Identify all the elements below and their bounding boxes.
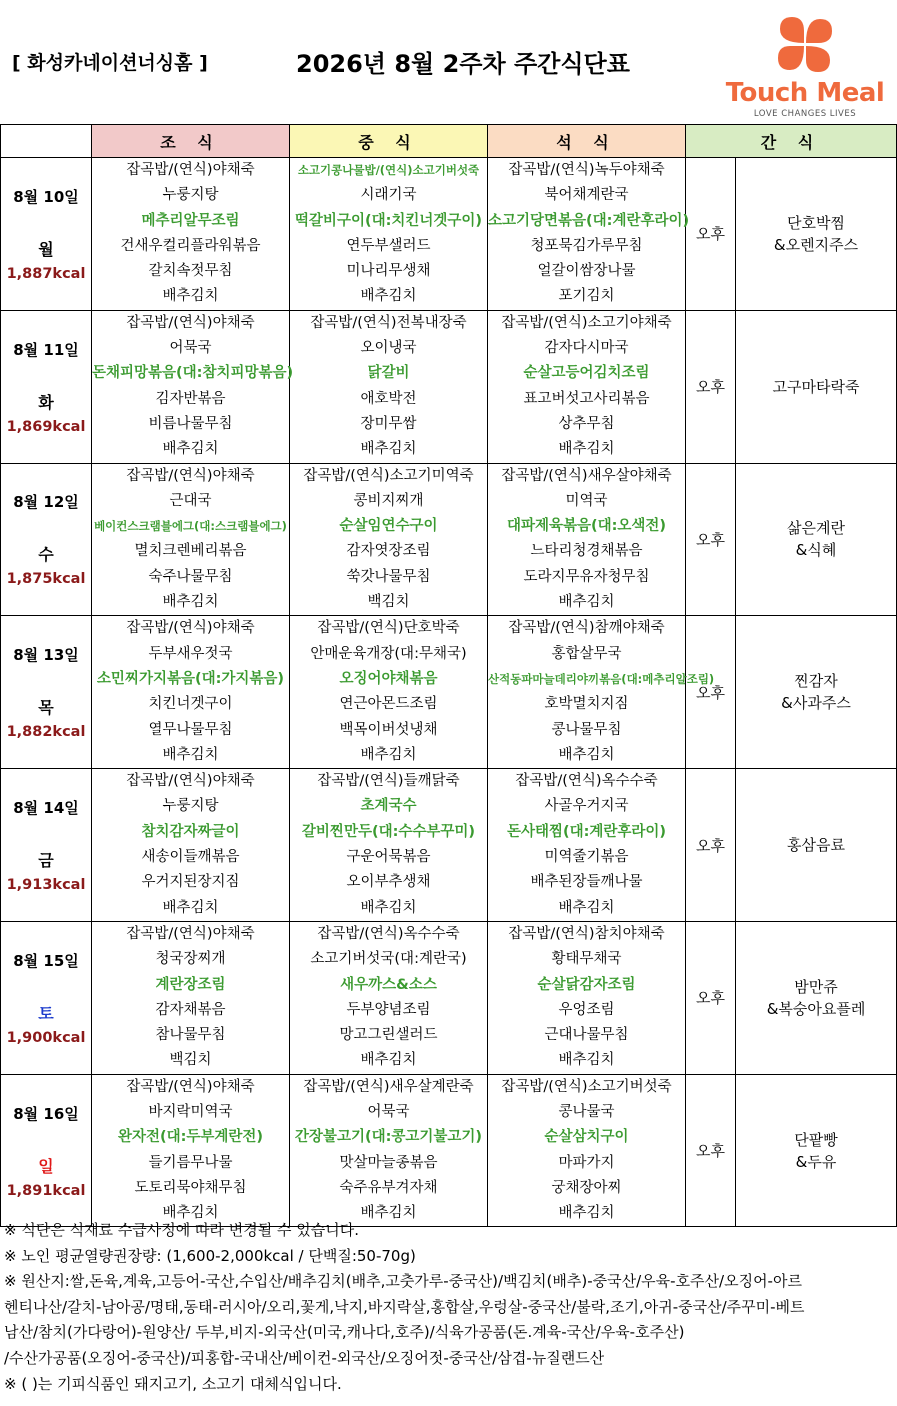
menu-item: 잡곡밥/(연식)소고기야채죽 xyxy=(501,314,672,331)
menu-item: 황태무채국 xyxy=(551,951,622,968)
note-line: 헨티나산/갈치-남아공/명태,동태-러시아/오리,꽃게,낙지,바지락살,홍합살,우렁살-중국산/불락,조기,아귀-중국산/주꾸미-베트 xyxy=(4,1297,805,1316)
menu-item: 근대국 xyxy=(169,492,212,509)
date-label: 8월 11일 xyxy=(13,340,79,359)
dinner-cell xyxy=(488,310,686,463)
snack-time-cell: 오후 xyxy=(686,310,736,463)
menu-item: 참치감자짜글이 xyxy=(141,823,240,840)
day-row xyxy=(1,158,897,311)
dinner-cell xyxy=(488,463,686,616)
menu-item: 열무나물무침 xyxy=(148,721,233,738)
menu-item: 멸치크렌베리볶음 xyxy=(134,543,247,560)
day-row xyxy=(1,310,897,463)
menu-item: 어묵국 xyxy=(169,340,212,357)
day-row xyxy=(1,616,897,769)
menu-item: 순살삼치구이 xyxy=(544,1129,629,1146)
menu-item: 홍합살무국 xyxy=(551,645,622,662)
menu-item: 잡곡밥/(연식)단호박죽 xyxy=(317,620,460,637)
menu-item: 두부새우젓국 xyxy=(148,645,233,662)
menu-item: 배추김치 xyxy=(360,1205,417,1222)
menu-item: 배추김치 xyxy=(558,1205,615,1222)
page-header xyxy=(0,0,896,124)
menu-item: 돈사태찜(대:계란후라이) xyxy=(506,823,667,840)
dinner-cell xyxy=(488,769,686,922)
logo-tagline: LOVE CHANGES LIVES xyxy=(753,109,857,119)
menu-item: 감자엿장조림 xyxy=(346,543,431,560)
menu-item: 배추김치 xyxy=(162,288,219,305)
snack-cell xyxy=(736,158,897,311)
menu-item: 궁채장아찌 xyxy=(551,1179,622,1196)
day-cell xyxy=(1,921,92,1074)
menu-item: 배추김치 xyxy=(360,1052,417,1069)
menu-item: 누룽지탕 xyxy=(162,187,219,204)
menu-item: 초계국수 xyxy=(360,798,417,815)
day-row xyxy=(1,769,897,922)
menu-item: 대파제육볶음(대:오색전) xyxy=(506,518,667,535)
calorie-label: 1,887kcal xyxy=(6,265,86,282)
menu-item: 갈비찐만두(대:수수부꾸미) xyxy=(301,823,476,840)
date-label: 8월 15일 xyxy=(13,951,79,970)
weekday-label: 토 xyxy=(38,1003,54,1023)
menu-item: 백김치 xyxy=(169,1052,212,1069)
menu-item: 누룽지탕 xyxy=(162,798,219,815)
dinner-cell xyxy=(488,921,686,1074)
snack-item: 찐감자 xyxy=(794,672,838,691)
menu-item: 느타리청경채볶음 xyxy=(530,543,643,560)
menu-item: 감자채볶음 xyxy=(155,1001,226,1018)
snack-item: &오렌지주스 xyxy=(773,235,859,254)
date-label: 8월 13일 xyxy=(13,646,79,665)
menu-item: 배추김치 xyxy=(162,746,219,763)
menu-item: 잡곡밥/(연식)야채죽 xyxy=(126,314,255,331)
menu-item: 새우까스&소스 xyxy=(340,976,437,993)
note-line: ※ 원산지:쌀,돈육,계육,고등어-국산,수입산/배추김치(배추,고춧가루-중국산)/백김치(배추)-중국산/우육-호주산/오징어-아르 xyxy=(4,1272,802,1291)
menu-item: 소고기당면볶음(대:계란후라이) xyxy=(488,212,690,229)
lunch-cell xyxy=(290,616,488,769)
calorie-label: 1,875kcal xyxy=(6,571,86,588)
snack-item: 삶은계란 xyxy=(787,519,845,538)
menu-item: 애호박전 xyxy=(360,390,417,407)
lunch-cell xyxy=(290,769,488,922)
menu-item: 갈치속젓무침 xyxy=(148,263,233,280)
menu-item: 숙주나물무침 xyxy=(148,568,233,585)
breakfast-cell xyxy=(92,463,290,616)
menu-item: 치킨너겟구이 xyxy=(148,696,233,713)
menu-item: 참나물무침 xyxy=(155,1027,226,1044)
breakfast-cell xyxy=(92,616,290,769)
note-line: /수산가공품(오징어-중국산)/피홍합-국내산/베이컨-외국산/오징어젓-중국산/삼겹-뉴질랜드산 xyxy=(4,1348,605,1367)
breakfast-cell xyxy=(92,921,290,1074)
menu-item: 간장불고기(대:콩고기불고기) xyxy=(294,1129,483,1146)
menu-item: 들기름무나물 xyxy=(148,1154,233,1171)
breakfast-cell xyxy=(92,769,290,922)
menu-item: 미나리무생채 xyxy=(346,263,431,280)
weekday-label: 일 xyxy=(38,1156,54,1176)
menu-item: 오징어야채볶음 xyxy=(339,670,438,687)
menu-item: 얼갈이쌈장나물 xyxy=(537,263,636,280)
snack-item: &복숭아요플레 xyxy=(766,999,866,1018)
clover-icon xyxy=(722,14,888,78)
menu-item: 콩비지찌개 xyxy=(353,492,424,509)
menu-item: 배추김치 xyxy=(558,594,615,611)
weekly-menu-table xyxy=(0,124,897,1227)
page-title: 2026년 8월 2주차 주간식단표 xyxy=(296,50,630,78)
dinner-header: 석 식 xyxy=(488,125,686,158)
logo-text: Touch Meal xyxy=(725,78,885,108)
snack-item: 홍삼음료 xyxy=(787,836,845,855)
menu-item: 잡곡밥/(연식)옥수수죽 xyxy=(317,925,460,942)
menu-item: 잡곡밥/(연식)야채죽 xyxy=(126,162,255,178)
calorie-label: 1,891kcal xyxy=(6,1182,86,1199)
menu-item: 맛살마늘종볶음 xyxy=(339,1154,438,1171)
weekday-label: 화 xyxy=(38,392,54,412)
menu-item: 잡곡밥/(연식)녹두야채죽 xyxy=(508,162,665,178)
calorie-label: 1,900kcal xyxy=(6,1029,86,1046)
menu-item: 두부양념조림 xyxy=(346,1001,431,1018)
menu-item: 배추김치 xyxy=(360,441,417,458)
menu-item: 쑥갓나물무침 xyxy=(346,568,431,585)
menu-item: 잡곡밥/(연식)야채죽 xyxy=(126,925,255,942)
menu-item: 돈채피망볶음(대:참치피망볶음) xyxy=(92,365,294,382)
menu-item: 숙주유부겨자채 xyxy=(339,1179,438,1196)
menu-item: 김자반볶음 xyxy=(155,390,226,407)
menu-item: 콩나물국 xyxy=(558,1103,615,1120)
dinner-cell xyxy=(488,158,690,311)
weekday-label: 월 xyxy=(38,239,54,259)
menu-item: 순살임연수구이 xyxy=(339,518,438,535)
menu-item: 잡곡밥/(연식)참깨야채죽 xyxy=(508,620,665,637)
menu-item: 배추김치 xyxy=(162,594,219,611)
note-line: ※ ( )는 기피식품인 돼지고기, 소고기 대체식입니다. xyxy=(4,1374,342,1393)
header-row xyxy=(1,125,897,158)
date-label: 8월 12일 xyxy=(13,493,79,512)
menu-item: 잡곡밥/(연식)야채죽 xyxy=(126,1078,255,1095)
menu-item: 장미무쌈 xyxy=(360,415,417,432)
note-line: ※ 노인 평균열량권장량: (1,600-2,000kcal / 단백질:50-70g) xyxy=(4,1246,416,1265)
snack-item: &사과주스 xyxy=(781,694,851,713)
menu-item: 잡곡밥/(연식)소고기버섯죽 xyxy=(501,1078,672,1095)
menu-item: 잡곡밥/(연식)들깨닭죽 xyxy=(317,773,460,790)
menu-item: 베이컨스크램블에그(대:스크램블에그) xyxy=(94,519,287,534)
lunch-cell xyxy=(290,158,488,311)
dinner-cell xyxy=(488,1074,686,1227)
menu-item: 망고그린샐러드 xyxy=(339,1027,438,1044)
menu-item: 연두부샐러드 xyxy=(346,237,431,254)
menu-item: 청국장찌개 xyxy=(155,951,226,968)
menu-item: 어묵국 xyxy=(367,1103,410,1120)
menu-item: 오이냉국 xyxy=(360,340,417,357)
menu-item: 배추김치 xyxy=(558,899,615,916)
snack-time-cell: 오후 xyxy=(686,921,736,1074)
lunch-cell xyxy=(290,310,488,463)
note-line: 남산/참치(가다랑어)-원양산/ 두부,비지-외국산(미국,캐나다,호주)/식육가공품(돈.계육-국산/우육-호주산) xyxy=(4,1323,685,1342)
menu-item: 순살닭감자조림 xyxy=(537,976,636,993)
menu-item: 콩나물무침 xyxy=(551,721,622,738)
day-cell xyxy=(1,158,92,311)
menu-item: 소민찌가지볶음(대:가지볶음) xyxy=(96,670,285,687)
menu-item: 도토리묵야채무침 xyxy=(134,1179,247,1196)
snack-cell xyxy=(736,310,897,463)
snack-time-cell: 오후 xyxy=(686,616,736,769)
menu-item: 구운어묵볶음 xyxy=(346,849,431,866)
menu-item: 잡곡밥/(연식)전복내장죽 xyxy=(310,314,467,331)
menu-item: 배추김치 xyxy=(558,1052,615,1069)
menu-item: 잡곡밥/(연식)야채죽 xyxy=(126,467,255,484)
snack-time-cell: 오후 xyxy=(686,769,736,922)
snack-item: 단호박찜 xyxy=(787,213,845,232)
menu-item: 바지락미역국 xyxy=(148,1103,233,1120)
menu-item: 백목이버섯냉채 xyxy=(339,721,438,738)
menu-item: 산적동파마늘데리야끼볶음(대:메추리알조림) xyxy=(488,671,715,686)
breakfast-cell xyxy=(92,1074,290,1227)
menu-item: 배추김치 xyxy=(360,899,417,916)
snack-item: 단팥빵 xyxy=(794,1130,838,1149)
menu-item: 포기김치 xyxy=(558,288,615,305)
day-cell xyxy=(1,310,92,463)
menu-item: 근대나물무침 xyxy=(544,1027,629,1044)
menu-item: 건새우컬리플라워볶음 xyxy=(120,237,261,254)
menu-item: 배추김치 xyxy=(162,899,219,916)
menu-item: 새송이들깨볶음 xyxy=(141,849,240,866)
menu-item: 소고기버섯국(대:계란국) xyxy=(310,951,467,968)
menu-item: 상추무침 xyxy=(558,415,615,432)
lunch-cell xyxy=(290,463,488,616)
calorie-label: 1,882kcal xyxy=(6,724,86,741)
menu-item: 배추김치 xyxy=(162,1205,219,1222)
note-line: ※ 식단은 식재료 수급사정에 따라 변경될 수 있습니다. xyxy=(4,1221,360,1239)
day-row xyxy=(1,463,897,616)
day-cell xyxy=(1,616,92,769)
breakfast-cell xyxy=(92,158,290,311)
menu-item: 호박멸치지짐 xyxy=(544,696,629,713)
snack-cell xyxy=(736,616,897,769)
menu-item: 안매운육개장(대:무채국) xyxy=(310,645,467,662)
weekday-label: 목 xyxy=(38,698,54,718)
menu-item: 배추된장들깨나물 xyxy=(530,874,643,891)
menu-item: 떡갈비구이(대:치킨너겟구이) xyxy=(294,212,483,229)
menu-item: 잡곡밥/(연식)소고기미역죽 xyxy=(303,467,474,484)
menu-item: 잡곡밥/(연식)야채죽 xyxy=(126,773,255,790)
lunch-cell xyxy=(290,921,488,1074)
snack-time-cell: 오후 xyxy=(686,158,736,311)
lunch-header: 중 식 xyxy=(290,125,488,158)
menu-item: 시래기국 xyxy=(360,187,417,204)
lunch-cell xyxy=(290,1074,488,1227)
menu-item: 배추김치 xyxy=(558,441,615,458)
menu-item: 오이부추생채 xyxy=(346,874,431,891)
menu-item: 잡곡밥/(연식)옥수수죽 xyxy=(515,773,658,790)
weekday-label: 수 xyxy=(38,545,54,565)
menu-item: 연근아몬드조림 xyxy=(339,696,438,713)
touch-meal-logo xyxy=(722,14,888,118)
menu-item: 배추김치 xyxy=(360,288,417,305)
calorie-label: 1,913kcal xyxy=(6,877,86,894)
menu-item: 배추김치 xyxy=(558,746,615,763)
menu-item: 도라지무유자청무침 xyxy=(523,568,650,585)
menu-item: 소고기콩나물밥/(연식)소고기버섯죽 xyxy=(297,163,480,177)
menu-item: 닭갈비 xyxy=(367,365,410,382)
menu-item: 미역국 xyxy=(565,492,608,509)
menu-item: 우거지된장지짐 xyxy=(141,874,240,891)
menu-item: 완자전(대:두부계란전) xyxy=(117,1129,264,1146)
menu-item: 마파가지 xyxy=(558,1154,615,1171)
date-label: 8월 16일 xyxy=(13,1104,79,1123)
facility-name: [ 화성카네이션너싱홈 ] xyxy=(12,52,208,74)
weekday-label: 금 xyxy=(38,851,54,871)
day-cell xyxy=(1,1074,92,1227)
snack-cell xyxy=(736,463,897,616)
menu-item: 잡곡밥/(연식)새우살계란죽 xyxy=(303,1078,474,1095)
snack-header: 간 식 xyxy=(686,125,897,158)
corner-cell xyxy=(1,125,92,158)
day-cell xyxy=(1,463,92,616)
menu-item: 순살고등어김치조림 xyxy=(523,365,650,382)
menu-item: 잡곡밥/(연식)참치야채죽 xyxy=(508,925,665,942)
menu-item: 배추김치 xyxy=(360,746,417,763)
menu-item: 표고버섯고사리볶음 xyxy=(523,390,650,407)
snack-item: &식혜 xyxy=(795,541,837,560)
snack-item: 밤만쥬 xyxy=(794,977,838,996)
menu-item: 감자다시마국 xyxy=(544,340,629,357)
menu-item: 잡곡밥/(연식)새우살야채죽 xyxy=(501,467,672,484)
snack-cell xyxy=(736,921,897,1074)
day-row xyxy=(1,1074,897,1227)
snack-item: &두유 xyxy=(795,1152,837,1171)
menu-item: 사골우거지국 xyxy=(544,798,629,815)
menu-item: 잡곡밥/(연식)야채죽 xyxy=(126,620,255,637)
menu-item: 비름나물무침 xyxy=(148,415,233,432)
menu-item: 북어채계란국 xyxy=(544,187,629,204)
menu-item: 청포묵김가루무침 xyxy=(530,237,643,254)
breakfast-header: 조 식 xyxy=(92,125,290,158)
date-label: 8월 14일 xyxy=(13,799,79,818)
menu-item: 백김치 xyxy=(367,594,410,611)
snack-item: 고구마타락죽 xyxy=(772,377,860,396)
menu-item: 미역줄기볶음 xyxy=(544,849,629,866)
day-cell xyxy=(1,769,92,922)
calorie-label: 1,869kcal xyxy=(6,418,86,435)
day-row xyxy=(1,921,897,1074)
date-label: 8월 10일 xyxy=(13,187,79,206)
menu-item: 배추김치 xyxy=(162,441,219,458)
notes xyxy=(0,1218,896,1397)
breakfast-cell xyxy=(92,310,294,463)
snack-time-cell: 오후 xyxy=(686,1074,736,1227)
snack-time-cell: 오후 xyxy=(686,463,736,616)
menu-item: 우엉조림 xyxy=(558,1001,615,1018)
menu-item: 계란장조림 xyxy=(155,976,226,993)
snack-cell xyxy=(736,769,897,922)
snack-cell xyxy=(736,1074,897,1227)
menu-item: 메추리알무조림 xyxy=(141,212,240,229)
